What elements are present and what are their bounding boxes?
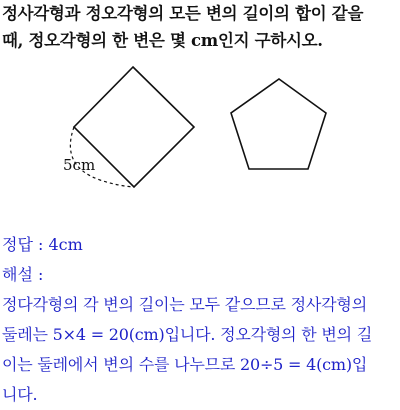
- pentagon-shape: [231, 79, 326, 169]
- solution-line-3: 이는 둘레에서 변의 수를 나누므로 20÷5 = 4(cm)입: [2, 355, 368, 374]
- solution-text: [2, 290, 400, 410]
- question-line-1: 정사각형과 정오각형의 모든 변의 길이의 합이 같을: [2, 4, 364, 23]
- solution-line-4: 니다.: [2, 385, 38, 404]
- answer-line: [2, 232, 83, 258]
- answer-label: 정답 :: [2, 235, 49, 254]
- answer-value: 4cm: [48, 235, 83, 254]
- question-line-2: 때, 정오각형의 한 변은 몇 cm인지 구하시오.: [2, 31, 323, 50]
- side-length-label: 5cm: [63, 156, 96, 174]
- solution-line-2: 둘레는 5×4 = 20(cm)입니다. 정오각형의 한 변의 길: [2, 325, 373, 344]
- solution-label: 해설 :: [2, 265, 44, 284]
- question-text: [2, 0, 398, 54]
- figure: [0, 58, 400, 198]
- solution-line-1: 정다각형의 각 변의 길이는 모두 같으므로 정사각형의: [2, 295, 367, 314]
